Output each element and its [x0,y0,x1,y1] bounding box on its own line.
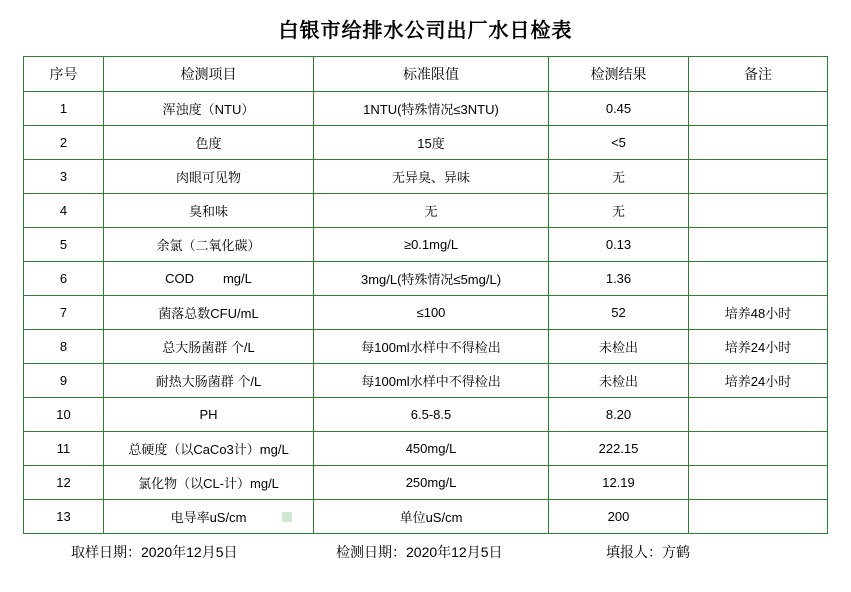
cell-no: 2 [24,126,104,160]
sampling-date: 取样日期：2020年12月5日 [71,544,238,560]
cell-limit: ≤100 [314,296,549,330]
table-row [24,398,828,432]
page-title: 白银市给排水公司出厂水日检表 [278,20,573,42]
table-row [24,296,828,330]
cell-limit: 无 [314,194,549,228]
cell-result: 222.15 [549,432,689,466]
cell-item: 电导率uS/cm [104,500,314,534]
cell-item: 肉眼可见物 [104,160,314,194]
cell-no: 6 [24,262,104,296]
cell-remark [689,398,828,432]
table-row [24,432,828,466]
cell-item: 色度 [104,126,314,160]
cell-item: 总大肠菌群 个/L [104,330,314,364]
cell-no: 5 [24,228,104,262]
table-header-row [24,57,828,92]
table-row [24,364,828,398]
corner-marker [282,512,292,522]
cell-no: 12 [24,466,104,500]
table-row [24,160,828,194]
cell-limit: 每100ml水样中不得检出 [314,330,549,364]
cell-no: 11 [24,432,104,466]
cell-item-text: COD mg/L [165,271,252,286]
cell-remark [689,466,828,500]
cell-remark: 培养24小时 [689,364,828,398]
water-quality-table [23,56,828,534]
column-header-item: 检测项目 [104,57,314,92]
cell-limit: 450mg/L [314,432,549,466]
cell-result: 52 [549,296,689,330]
cell-remark [689,262,828,296]
cell-limit: ≥0.1mg/L [314,228,549,262]
column-header-limit: 标准限值 [314,57,549,92]
footer [36,542,815,562]
cell-result: 未检出 [549,330,689,364]
cell-no: 8 [24,330,104,364]
cell-result: 12.19 [549,466,689,500]
cell-remark [689,194,828,228]
table-row [24,262,828,296]
table-row [24,92,828,126]
cell-limit: 1NTU(特殊情况≤3NTU) [314,92,549,126]
cell-result: 200 [549,500,689,534]
column-header-result: 检测结果 [549,57,689,92]
column-header-remark: 备注 [689,57,828,92]
cell-no: 3 [24,160,104,194]
cell-limit: 无异臭、异味 [314,160,549,194]
cell-no: 13 [24,500,104,534]
cell-remark [689,432,828,466]
cell-item: 菌落总数CFU/mL [104,296,314,330]
test-date: 检测日期：2020年12月5日 [336,544,503,560]
table-row [24,466,828,500]
table-row [24,194,828,228]
cell-remark [689,228,828,262]
cell-result: 未检出 [549,364,689,398]
cell-no: 7 [24,296,104,330]
cell-limit: 单位uS/cm [314,500,549,534]
table-row [24,330,828,364]
cell-result: 0.13 [549,228,689,262]
cell-result: 1.36 [549,262,689,296]
cell-remark: 培养24小时 [689,330,828,364]
cell-item: 总硬度（以CaCo3计）mg/L [104,432,314,466]
cell-result: 无 [549,160,689,194]
cell-item: 臭和味 [104,194,314,228]
cell-remark [689,92,828,126]
cell-remark [689,160,828,194]
table-row [24,126,828,160]
cell-limit: 6.5-8.5 [314,398,549,432]
cell-remark: 培养48小时 [689,296,828,330]
column-header-no: 序号 [24,57,104,92]
cell-limit: 每100ml水样中不得检出 [314,364,549,398]
cell-no: 1 [24,92,104,126]
cell-item: 氯化物（以CL-计）mg/L [104,466,314,500]
cell-remark [689,126,828,160]
cell-no: 10 [24,398,104,432]
cell-item [104,262,314,296]
cell-item: 耐热大肠菌群 个/L [104,364,314,398]
table-row [24,228,828,262]
cell-limit: 250mg/L [314,466,549,500]
cell-limit: 3mg/L(特殊情况≤5mg/L) [314,262,549,296]
cell-limit: 15度 [314,126,549,160]
cell-item: 余氯（二氧化碳） [104,228,314,262]
cell-item: PH [104,398,314,432]
cell-no: 9 [24,364,104,398]
cell-item: 浑浊度（NTU） [104,92,314,126]
cell-remark [689,500,828,534]
cell-no: 4 [24,194,104,228]
cell-result: 8.20 [549,398,689,432]
table-row [24,500,828,534]
cell-result: 0.45 [549,92,689,126]
cell-result: <5 [549,126,689,160]
filled-by: 填报人：方鹤 [606,544,690,560]
cell-result: 无 [549,194,689,228]
